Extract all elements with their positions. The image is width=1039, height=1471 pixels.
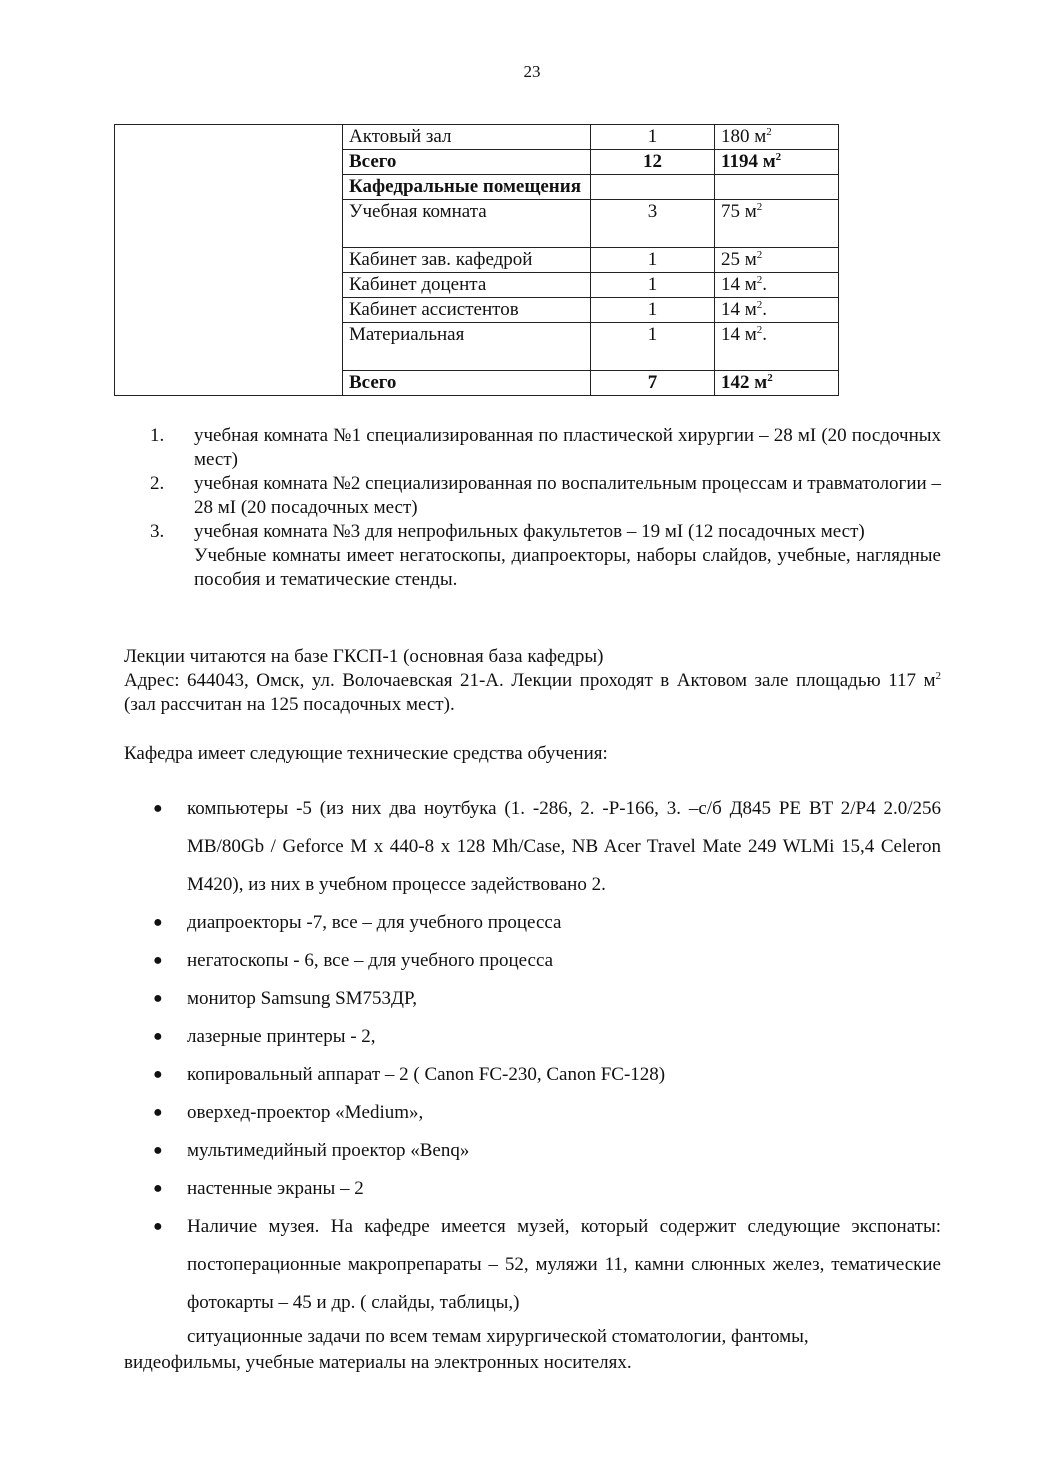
room-name-cell: Кабинет ассистентов [343, 298, 591, 323]
room-area-cell: 25 $м^2$ [715, 248, 839, 273]
tech-title: Кафедра имеет следующие технические средства обучения: [124, 743, 608, 764]
table-blank-cell [115, 298, 343, 323]
table-blank-cell [115, 273, 343, 298]
table-row [115, 200, 839, 248]
room-area-cell: 1194 $м^2$ [715, 150, 839, 175]
room-name-cell: Кафедральные помещения [343, 175, 591, 200]
table-blank-cell [115, 248, 343, 273]
table-blank-cell [115, 125, 343, 150]
bullet-text: настенные экраны – 2 [187, 1178, 364, 1199]
bullet-text: диапроекторы -7, все – для учебного процесса [187, 912, 562, 933]
room-count-cell: 1 [591, 298, 715, 323]
room-name-cell: Всего [343, 150, 591, 175]
room-count-cell: 1 [591, 323, 715, 371]
table-blank-cell [115, 200, 343, 248]
bullet-item [124, 980, 941, 1018]
bullet-item [124, 1208, 941, 1322]
item-text: учебная комната №3 для непрофильных факультетов – 19 мI (12 посадочных мест) [194, 521, 865, 542]
item-number: 1. [150, 425, 165, 446]
bullet-item [124, 1132, 941, 1170]
table-blank-cell [115, 371, 343, 396]
lectures-line-2: Адрес: 644043, Омск, ул. Волочаевская 21-А. Лекции проходят в Актовом зале площадью 117 $м^2$ (зал рассчитан на 125 посадочных мест). [124, 670, 941, 715]
tail-line-2: видеофильмы, учебные материалы на электронных носителях. [124, 1352, 632, 1373]
bullet-item [124, 1170, 941, 1208]
item-number: 2. [150, 473, 165, 494]
bullet-icon: ● [153, 914, 163, 931]
table-row [115, 248, 839, 273]
table-row [115, 371, 839, 396]
bullet-item [124, 904, 941, 942]
room-name-cell: Учебная комната [343, 200, 591, 248]
equipment-list [124, 790, 941, 1378]
bullet-icon: ● [153, 1028, 163, 1045]
bullet-text: оверхед-проектор «Medium», [187, 1102, 424, 1123]
room-name-cell: Кабинет доцента [343, 273, 591, 298]
page-number: 23 [523, 62, 541, 81]
room-count-cell: 12 [591, 150, 715, 175]
bullet-text: компьютеры -5 (из них два ноутбука (1. -286, 2. -Р-166, 3. –с/б Д845 PE BT 2/P4 2.0/256 MB/80Gb / Geforce M x 440-8 x 128 Mh/Case, NB Acer Travel Mate 249 WLMi 15,4 Celeron M420), из них в учебном процессе задействовано 2. [187, 798, 941, 895]
bullet-text: мультимедийный проектор «Benq» [187, 1140, 470, 1161]
rooms-note: Учебные комнаты имеет негатоскопы, диапроекторы, наборы слайдов, учебные, наглядные пособия и тематические стенды. [194, 545, 941, 590]
room-count-cell: 3 [591, 200, 715, 248]
lectures-info [124, 645, 941, 717]
item-number: 3. [150, 521, 165, 542]
bullet-icon: ● [153, 800, 163, 817]
room-count-cell: 1 [591, 273, 715, 298]
bullet-icon: ● [153, 1180, 163, 1197]
bullet-item [124, 1056, 941, 1094]
room-name-cell: Кабинет зав. кафедрой [343, 248, 591, 273]
room-area-cell: 14 $м^2$. [715, 298, 839, 323]
bullet-icon: ● [153, 952, 163, 969]
table-row [115, 323, 839, 371]
numbered-item [150, 520, 941, 544]
room-name-cell: Всего [343, 371, 591, 396]
room-count-cell: 1 [591, 125, 715, 150]
tail-line-1: ситуационные задачи по всем темам хирургической стоматологии, фантомы, [187, 1326, 809, 1347]
bullet-item [124, 790, 941, 904]
bullet-icon: ● [153, 1104, 163, 1121]
bullet-text: копировальный аппарат – 2 ( Canon FC-230, Canon FC-128) [187, 1064, 666, 1085]
room-area-cell: 142 $м^2$ [715, 371, 839, 396]
bullet-text: лазерные принтеры - 2, [187, 1026, 376, 1047]
room-name-cell: Материальная [343, 323, 591, 371]
table-row [115, 175, 839, 200]
bullet-text: негатоскопы - 6, все – для учебного процесса [187, 950, 554, 971]
table-row [115, 150, 839, 175]
table-row [115, 273, 839, 298]
room-area-cell: 75 $м^2$ [715, 200, 839, 248]
table-blank-cell [115, 150, 343, 175]
room-area-cell: 14 $м^2$. [715, 273, 839, 298]
bullet-item [124, 1018, 941, 1056]
room-name-cell: Актовый зал [343, 125, 591, 150]
bullet-icon: ● [153, 1066, 163, 1083]
room-count-cell: 7 [591, 371, 715, 396]
premises-table [114, 124, 839, 396]
table-blank-cell [115, 323, 343, 371]
room-area-cell: 180 $м^2$ [715, 125, 839, 150]
table-row [115, 125, 839, 150]
bullet-text: Наличие музея. На кафедре имеется музей, который содержит следующие экспонаты: постоперационные макропрепараты – 52, муляжи 11, камни слюнных желез, тематические фотокарты – 45 и др. ( слайды, таблицы,) [187, 1216, 941, 1313]
room-list [150, 424, 941, 592]
room-area-cell: 14 $м^2$. [715, 323, 839, 371]
room-count-cell: 1 [591, 248, 715, 273]
bullet-icon: ● [153, 1142, 163, 1159]
room-area-cell [715, 175, 839, 200]
numbered-item [150, 472, 941, 520]
item-text: учебная комната №1 специализированная по пластической хирургии – 28 мI (20 посдочных мест) [194, 425, 941, 470]
numbered-item [150, 424, 941, 472]
room-count-cell [591, 175, 715, 200]
bullet-item [124, 1094, 941, 1132]
bullet-icon: ● [153, 990, 163, 1007]
bullet-text: монитор Samsung SM753ДР, [187, 988, 417, 1009]
bullet-item [124, 942, 941, 980]
table-blank-cell [115, 175, 343, 200]
lectures-line-1: Лекции читаются на базе ГКСП-1 (основная база кафедры) [124, 646, 604, 667]
item-text: учебная комната №2 специализированная по воспалительным процессам и травматологии – 28 мI (20 посадочных мест) [194, 473, 941, 518]
table-row [115, 298, 839, 323]
bullet-icon: ● [153, 1218, 163, 1235]
